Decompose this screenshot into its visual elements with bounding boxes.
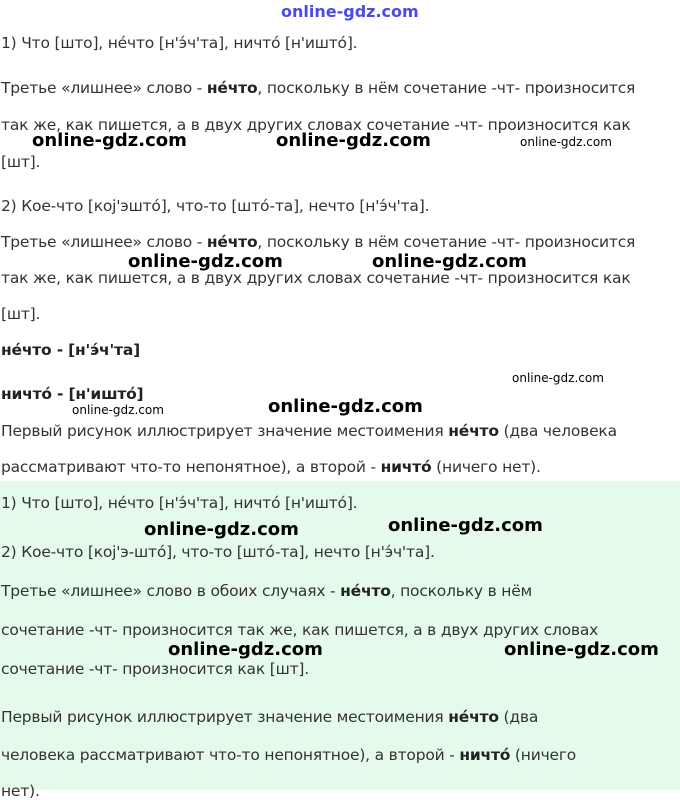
bold-word: ничтó (459, 746, 511, 764)
text: (два человека (498, 422, 617, 440)
text: , поскольку в нём сочетание -чт- произносится (257, 233, 636, 251)
watermark: online-gdz.com (388, 515, 543, 536)
watermark: online-gdz.com (372, 251, 527, 272)
bold-text: ничтó - [н'иштó] (1, 385, 144, 403)
text: (ничего нет). (431, 458, 541, 476)
s1-item1: 1) Что [што], нéчто [н'э́ч'та], ничтó [н'ишто́]. (1, 34, 358, 52)
text: человека рассматривают что-то непонятное), а второй - (1, 746, 460, 764)
s1-paragraph1-line2: так же, как пишется, а в двух других словах сочетание -чт- произносится как (1, 116, 631, 134)
text: (два (498, 708, 539, 726)
watermark: online-gdz.com (32, 130, 187, 151)
s2-paragraph2-line2 (1, 746, 576, 764)
text: Третье «лишнее» слово в обоих случаях - (1, 582, 341, 600)
s1-paragraph2-line2: так же, как пишется, а в двух других словах сочетание -чт- произносится как (1, 269, 631, 287)
s1-item2: 2) Кое-что [кој'эштó], что-то [штó-та], нечто [н'э́ч'та]. (1, 197, 430, 215)
s1-paragraph3-line2 (1, 458, 541, 476)
watermark: online-gdz.com (520, 135, 612, 149)
s2-paragraph1-line2: сочетание -чт- произносится так же, как пишется, а в двух других словах (1, 621, 599, 639)
text: , поскольку в нём сочетание -чт- произносится (257, 79, 636, 97)
s1-paragraph1-line1 (1, 79, 635, 97)
s1-bold-line1 (1, 341, 140, 359)
bold-word: ничтó (380, 458, 432, 476)
text: , поскольку в нём (390, 582, 533, 600)
text: Третье «лишнее» слово - (1, 79, 207, 97)
bold-word: нéчто (448, 708, 499, 726)
bold-word: нéчто (340, 582, 391, 600)
text: рассматривают что-то непонятное), а второй - (1, 458, 381, 476)
s2-paragraph1-line3: сочетание -чт- произносится как [шт]. (1, 660, 309, 678)
watermark: online-gdz.com (168, 639, 323, 660)
s1-paragraph2-line3: [шт]. (1, 305, 41, 323)
text: Первый рисунок иллюстрирует значение местоимения (1, 708, 449, 726)
s2-paragraph2-line1 (1, 708, 538, 726)
watermark: online-gdz.com (268, 396, 423, 417)
bold-word: нéчто (448, 422, 499, 440)
text: (ничего (510, 746, 577, 764)
s1-paragraph2-line1 (1, 233, 635, 251)
bold-word: нéчто (206, 233, 258, 251)
watermark: online-gdz.com (512, 371, 604, 385)
s2-paragraph2-line3: нет). (1, 782, 40, 800)
watermark: online-gdz.com (72, 403, 164, 417)
watermark: online-gdz.com (281, 2, 419, 21)
watermark: online-gdz.com (276, 130, 431, 151)
watermark: online-gdz.com (504, 639, 659, 660)
s1-paragraph1-line3: [шт]. (1, 153, 41, 171)
s1-paragraph3-line1 (1, 422, 617, 440)
bold-text: нéчто - [н'э́ч'та] (1, 341, 140, 359)
s2-paragraph1-line1 (1, 582, 532, 600)
text: Третье «лишнее» слово - (1, 233, 207, 251)
watermark: online-gdz.com (144, 519, 299, 540)
watermark: online-gdz.com (128, 251, 283, 272)
s1-bold-line2 (1, 385, 143, 403)
text: Первый рисунок иллюстрирует значение местоимения (1, 422, 449, 440)
bold-word: нéчто (206, 79, 258, 97)
s2-item1: 1) Что [што], нéчто [н'э́ч'та], ничтó [н'иштó]. (1, 494, 358, 512)
s2-item2: 2) Кое-что [кој'э-штó], что-то [штó-та], нечто [н'э́ч'та]. (1, 543, 435, 561)
